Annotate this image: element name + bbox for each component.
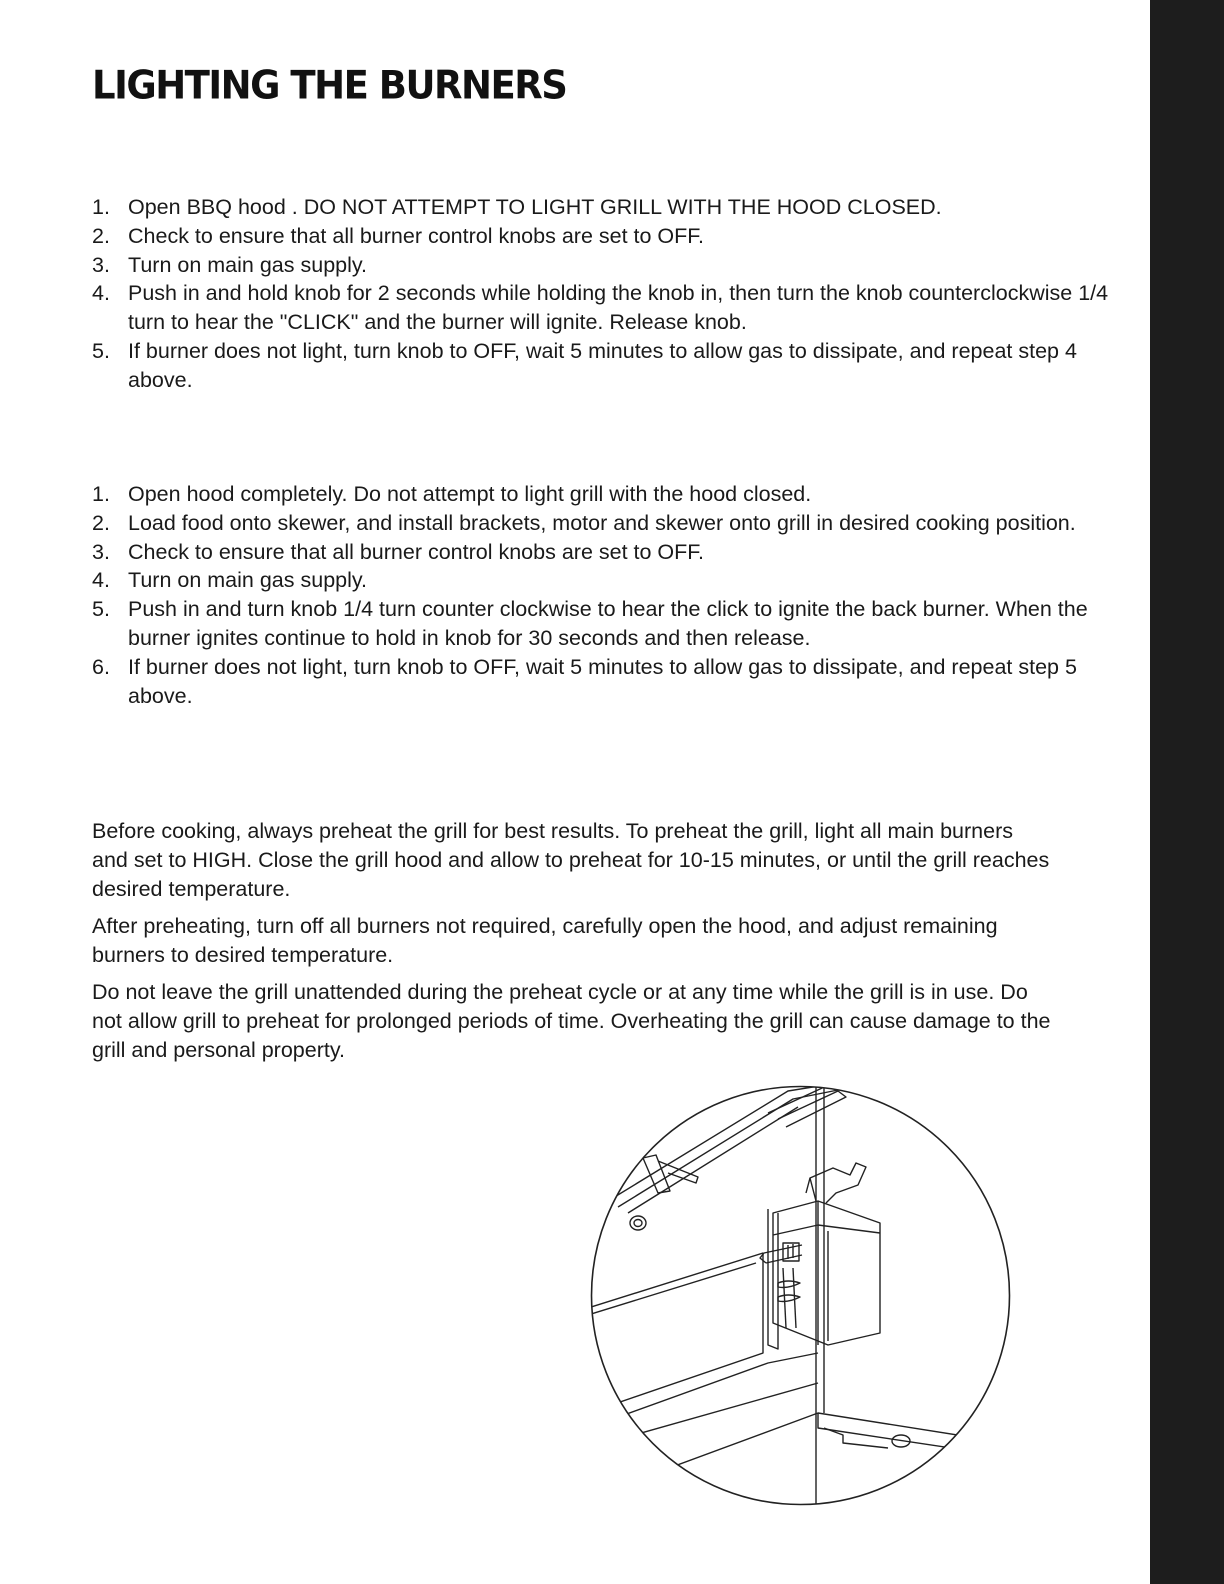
step-text: Turn on main gas supply. xyxy=(128,252,368,277)
step-number: 4. xyxy=(92,281,110,306)
step-text: Open BBQ hood . DO NOT ATTEMPT TO LIGHT GRILL WITH THE HOOD CLOSED. xyxy=(128,195,942,219)
step-text: Open hood completely. Do not attempt to light grill with the hood closed. xyxy=(128,482,812,506)
preheat-paragraph: Do not leave the grill unattended during the preheat cycle or at any time while the grill is in use. Do not allow grill to preheat for prolonged periods of time. Overheating the grill can cause damage to the grill and personal property. xyxy=(92,979,1051,1062)
step-text: Turn on main gas supply. xyxy=(128,568,368,593)
back-burner-igniter-illustration xyxy=(588,1083,1013,1508)
step-text: Load food onto skewer, and install brackets, motor and skewer onto grill in desired cooking position. xyxy=(128,510,1076,535)
list-item xyxy=(92,566,1142,595)
preheat-section xyxy=(92,817,1052,1073)
list-item xyxy=(92,480,1142,509)
step-text: Push in and hold knob for 2 seconds while holding the knob in, then turn the knob counterclockwise 1/4 turn to hear the "CLICK" and the burner will ignite. Release knob. xyxy=(128,281,1109,335)
list-item xyxy=(92,509,1142,538)
list-item xyxy=(92,222,1142,251)
preheat-paragraph: After preheating, turn off all burners not required, carefully open the hood, and adjust remaining burners to desired temperature. xyxy=(92,913,998,967)
step-number: 4. xyxy=(92,568,110,593)
step-text: If burner does not light, turn knob to OFF, wait 5 minutes to allow gas to dissipate, and repeat step 5 above. xyxy=(128,654,1077,708)
step-text: If burner does not light, turn knob to OFF, wait 5 minutes to allow gas to dissipate, and repeat step 4 above. xyxy=(128,338,1077,392)
side-tab-bar xyxy=(1150,0,1224,1584)
step-number: 1. xyxy=(92,482,110,506)
step-number: 6. xyxy=(92,654,110,679)
step-number: 5. xyxy=(92,597,110,622)
list-item xyxy=(92,653,1142,711)
preheat-paragraph: Before cooking, always preheat the grill for best results. To preheat the grill, light all main burners and set to HIGH. Close the grill hood and allow to preheat for 10-15 minutes, or until the grill reaches desired temperature. xyxy=(92,819,1050,901)
step-text: Push in and turn knob 1/4 turn counter clockwise to hear the click to ignite the back burner. When the burner ignites continue to hold in knob for 30 seconds and then release. xyxy=(128,597,1088,650)
list-item xyxy=(92,193,1142,222)
step-number: 1. xyxy=(92,195,110,219)
step-number: 2. xyxy=(92,223,110,248)
back-burner-steps xyxy=(92,480,1142,710)
step-number: 5. xyxy=(92,338,110,363)
list-item xyxy=(92,337,1142,395)
list-item xyxy=(92,538,1142,567)
step-text: Check to ensure that all burner control knobs are set to OFF. xyxy=(128,223,705,248)
step-text: Check to ensure that all burner control knobs are set to OFF. xyxy=(128,539,705,564)
list-item xyxy=(92,595,1142,653)
main-burner-steps xyxy=(92,193,1142,395)
list-item xyxy=(92,279,1142,337)
list-item xyxy=(92,251,1142,280)
step-number: 3. xyxy=(92,539,110,564)
step-number: 3. xyxy=(92,252,110,277)
page-title: LIGHTING THE BURNERS xyxy=(92,62,567,108)
step-number: 2. xyxy=(92,510,110,535)
